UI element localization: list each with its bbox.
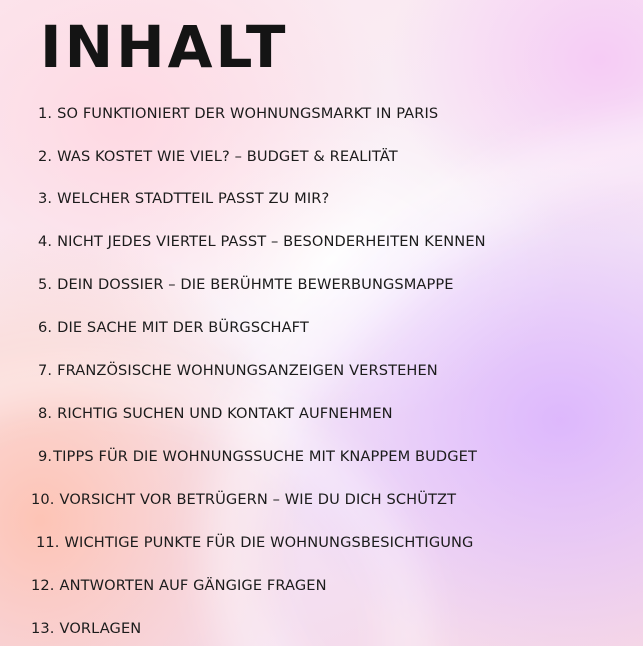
toc-item [38, 444, 477, 470]
toc-item [38, 358, 438, 384]
toc-item [38, 229, 486, 255]
toc-item [36, 530, 473, 556]
toc-item-text: WAS KOSTET WIE VIEL? – BUDGET & REALITÄT [57, 148, 398, 165]
toc-item [31, 487, 456, 513]
toc-item-number: 8. [38, 405, 53, 422]
toc-item-number: 11. [36, 534, 60, 551]
toc-item-text: DIE SACHE MIT DER BÜRGSCHAFT [57, 319, 309, 336]
toc-item [31, 616, 141, 642]
toc-item-text: SO FUNKTIONIERT DER WOHNUNGSMARKT IN PARIS [57, 105, 439, 122]
toc-item-number: 1. [38, 105, 53, 122]
toc-item-number: 13. [31, 620, 55, 637]
toc-item [38, 401, 393, 427]
toc-item-text: DEIN DOSSIER – DIE BERÜHMTE BEWERBUNGSMAPPE [57, 276, 454, 293]
toc-item [38, 186, 329, 212]
page-title: INHALT [40, 13, 289, 81]
toc-item-number: 10. [31, 491, 55, 508]
toc-item-number: 7. [38, 362, 53, 379]
toc-item-text: TIPPS FÜR DIE WOHNUNGSSUCHE MIT KNAPPEM BUDGET [53, 448, 477, 465]
toc-item-text: WICHTIGE PUNKTE FÜR DIE WOHNUNGSBESICHTIGUNG [64, 534, 474, 551]
toc-item-text: ANTWORTEN AUF GÄNGIGE FRAGEN [59, 577, 327, 594]
toc-item-number: 12. [31, 577, 55, 594]
toc-item [38, 101, 438, 127]
toc-item-text: WELCHER STADTTEIL PASST ZU MIR? [57, 190, 330, 207]
toc-item-text: VORSICHT VOR BETRÜGERN – WIE DU DICH SCHÜTZT [59, 491, 457, 508]
toc-item-text: VORLAGEN [59, 620, 142, 637]
toc-item-number: 5. [38, 276, 53, 293]
toc-item-text: RICHTIG SUCHEN UND KONTAKT AUFNEHMEN [57, 405, 393, 422]
toc-item [38, 315, 309, 341]
toc-item-text: NICHT JEDES VIERTEL PASST – BESONDERHEITEN KENNEN [57, 233, 486, 250]
toc-item [38, 272, 454, 298]
toc-item-number: 3. [38, 190, 53, 207]
toc-item [31, 573, 327, 599]
toc-item-number: 9. [38, 448, 53, 465]
toc-item-number: 4. [38, 233, 53, 250]
toc-item [38, 144, 398, 170]
toc-item-number: 6. [38, 319, 53, 336]
toc-item-text: FRANZÖSISCHE WOHNUNGSANZEIGEN VERSTEHEN [57, 362, 438, 379]
toc-item-number: 2. [38, 148, 53, 165]
